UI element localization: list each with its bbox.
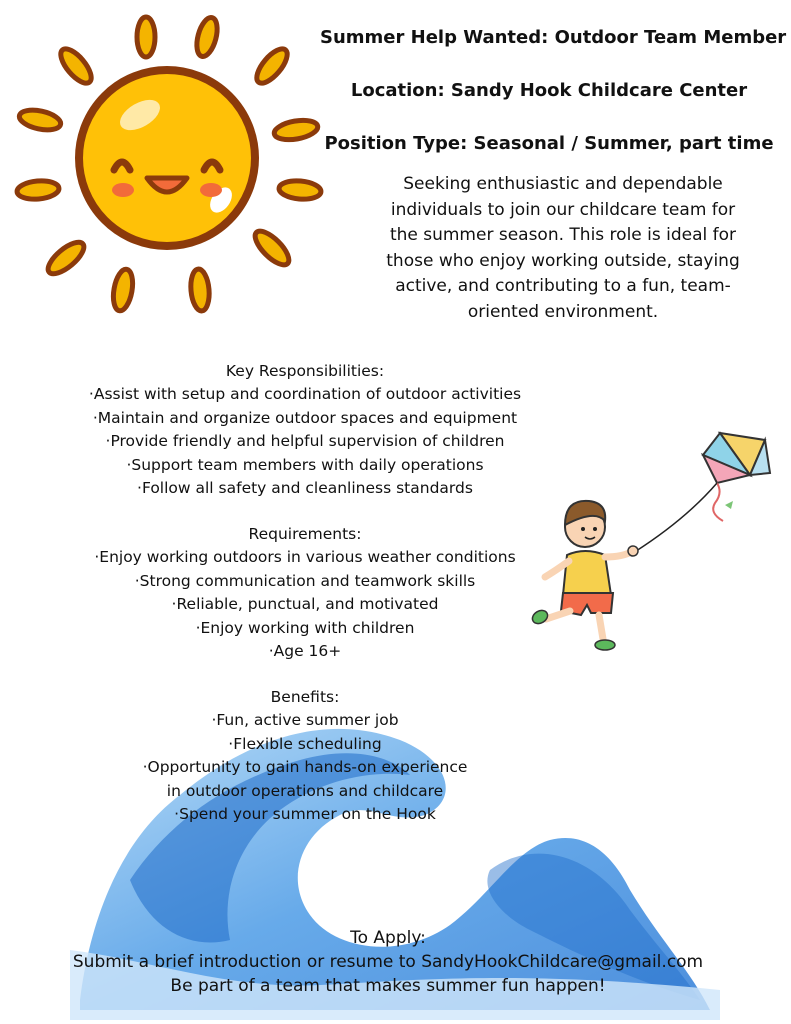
benefit-item: in outdoor operations and childcare	[166, 781, 444, 800]
requirement-item: ·Reliable, punctual, and motivated	[171, 595, 439, 614]
requirements-section	[40, 523, 570, 663]
benefit-item: ·Flexible scheduling	[228, 734, 382, 753]
benefits-section	[40, 686, 570, 826]
intro-line: individuals to join our childcare team for	[390, 199, 736, 220]
requirements-heading: Requirements:	[248, 525, 362, 543]
job-location: Location: Sandy Hook Childcare Center	[350, 80, 748, 101]
intro-line: those who enjoy working outside, staying	[386, 250, 740, 271]
responsibilities-section	[40, 360, 570, 500]
benefit-item: ·Fun, active summer job	[211, 711, 399, 730]
intro-line: oriented environment.	[467, 301, 659, 322]
kite-string	[633, 483, 717, 553]
responsibility-item: ·Assist with setup and coordination of outdoor activities	[88, 385, 522, 404]
benefit-item: ·Opportunity to gain hands-on experience	[142, 758, 468, 777]
responsibilities-heading: Key Responsibilities:	[225, 362, 385, 380]
responsibility-item: ·Support team members with daily operations	[126, 455, 484, 474]
position-type: Position Type: Seasonal / Summer, part time	[324, 133, 774, 154]
intro-paragraph	[370, 172, 756, 325]
requirement-item: ·Strong communication and teamwork skills	[134, 571, 476, 590]
requirement-item: ·Age 16+	[268, 642, 342, 661]
responsibility-item: ·Maintain and organize outdoor spaces and equipment	[92, 408, 518, 427]
intro-line: active, and contributing to a fun, team-	[395, 276, 731, 296]
sun-illustration	[10, 10, 330, 320]
benefit-item: ·Spend your summer on the Hook	[174, 805, 436, 824]
job-title: Summer Help Wanted: Outdoor Team Member	[320, 27, 787, 48]
requirement-item: ·Enjoy working outdoors in various weather conditions	[94, 548, 516, 567]
apply-heading: To Apply:	[350, 928, 426, 948]
apply-tagline: Be part of a team that makes summer fun happen!	[170, 976, 606, 996]
sun-face	[79, 70, 255, 246]
responsibility-item: ·Provide friendly and helpful supervision of children	[105, 432, 505, 451]
intro-line: the summer season. This role is ideal for	[389, 225, 737, 245]
apply-instructions: Submit a brief introduction or resume to SandyHookChildcare@gmail.com	[72, 952, 704, 972]
apply-section	[0, 926, 776, 998]
requirement-item: ·Enjoy working with children	[195, 618, 415, 637]
intro-line: Seeking enthusiastic and dependable	[403, 174, 723, 194]
benefits-heading: Benefits:	[270, 688, 340, 706]
responsibility-item: ·Follow all safety and cleanliness standards	[137, 479, 473, 498]
kite-icon	[703, 433, 770, 521]
